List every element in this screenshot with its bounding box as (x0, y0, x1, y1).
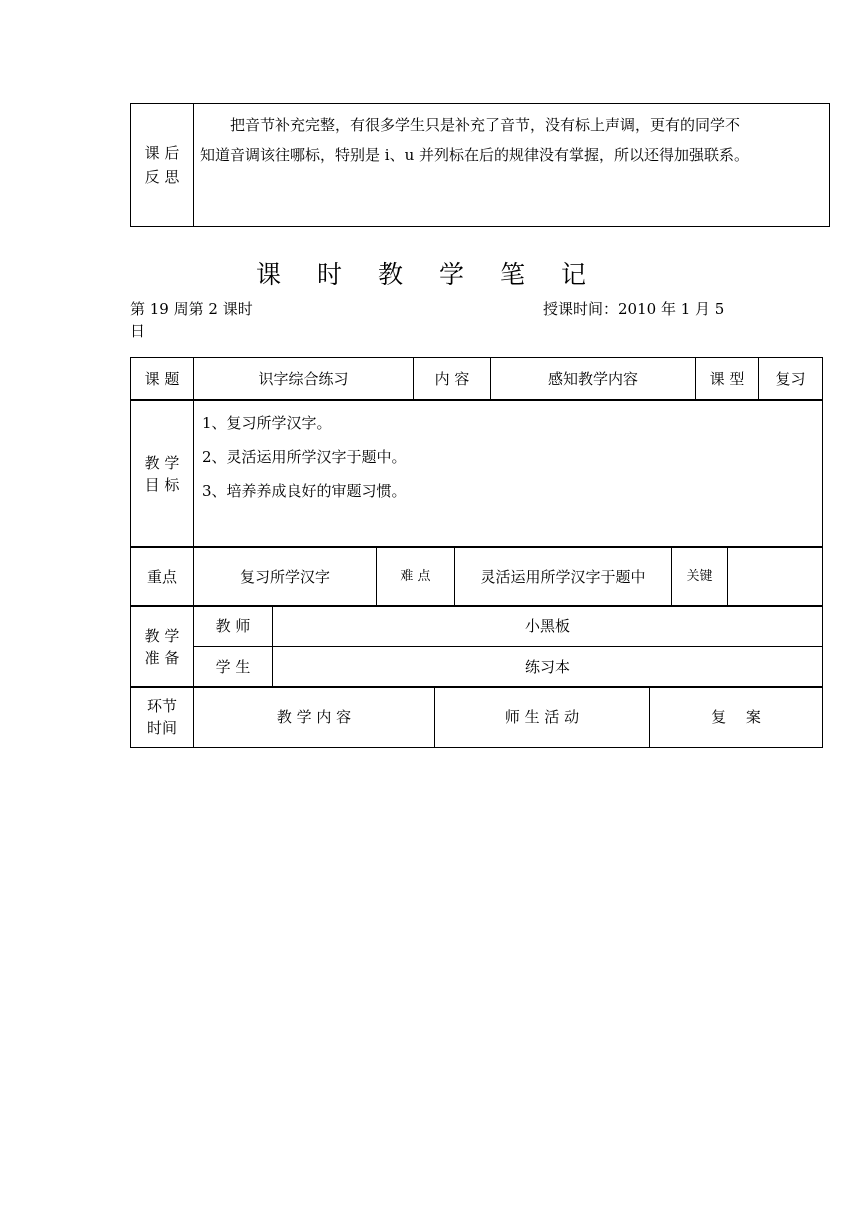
key-point-label: 重点 (131, 547, 194, 607)
section-header-row (130, 686, 823, 748)
goals-label-line1: 教 学 (144, 453, 180, 472)
section-time-label-line2: 时间 (146, 719, 177, 737)
week-period: 第 19 周第 2 课时 (130, 300, 253, 318)
critical-value (728, 547, 823, 607)
preparation-label-line2: 准 备 (144, 648, 180, 667)
difficulty-value: 灵活运用所学汉字于题中 (455, 547, 672, 607)
goals-list (194, 400, 823, 548)
lesson-date-day: 日 (130, 322, 146, 340)
teacher-label: 教 师 (194, 606, 273, 647)
goal-item: 3、培养养成良好的审题习惯。 (202, 482, 407, 500)
topic-label: 课 题 (131, 358, 194, 401)
review-header: 复 案 (650, 687, 823, 748)
reflection-label-line1: 课 后 (144, 144, 180, 162)
type-label: 课 型 (696, 358, 759, 401)
preparation-label (131, 606, 194, 688)
type-value: 复习 (759, 358, 823, 401)
goals-label (131, 400, 194, 548)
content-value: 感知教学内容 (491, 358, 696, 401)
student-label: 学 生 (194, 647, 273, 688)
critical-label: 关键 (672, 547, 728, 607)
activity-header: 师 生 活 动 (435, 687, 650, 748)
reflection-table (130, 103, 830, 227)
student-value: 练习本 (273, 647, 823, 688)
lesson-date: 授课时间：2010 年 1 月 5 (543, 300, 725, 318)
goal-item: 2、灵活运用所学汉字于题中。 (202, 448, 407, 466)
section-time-label-line1: 环节 (146, 697, 177, 715)
reflection-label-line2: 反 思 (144, 168, 180, 186)
section-time-label (131, 687, 194, 748)
reflection-label (131, 104, 194, 227)
teaching-content-header: 教 学 内 容 (194, 687, 435, 748)
teacher-value: 小黑板 (273, 606, 823, 647)
goals-row (130, 399, 823, 548)
difficulty-label: 难 点 (377, 547, 455, 607)
lesson-info-row (130, 357, 823, 401)
topic-value: 识字综合练习 (194, 358, 414, 401)
preparation-label-line1: 教 学 (144, 626, 180, 645)
reflection-text (194, 104, 830, 227)
preparation-rows (130, 605, 823, 688)
focus-row (130, 546, 823, 607)
reflection-text-line1: 把音节补充完整，有很多学生只是补充了音节，没有标上声调，更有的同学不 (200, 116, 741, 134)
goals-label-line2: 目 标 (144, 475, 180, 494)
reflection-text-line2: 知道音调该往哪标，特别是 i、u 并列标在后的规律没有掌握，所以还得加强联系。 (200, 146, 749, 164)
goal-item: 1、复习所学汉字。 (202, 414, 332, 432)
page-title: 课时教学笔记 (255, 260, 622, 289)
key-point-value: 复习所学汉字 (194, 547, 377, 607)
content-label: 内 容 (414, 358, 491, 401)
